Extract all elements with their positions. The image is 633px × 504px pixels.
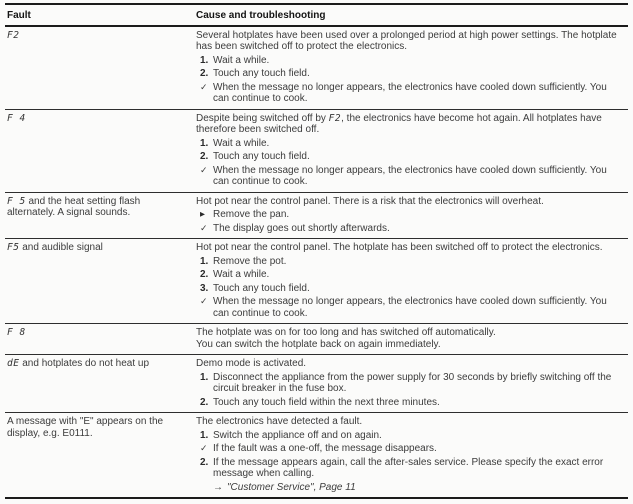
item-text — [196, 416, 624, 428]
item-text — [213, 397, 624, 409]
list-item — [196, 256, 624, 268]
cause-cell — [196, 326, 628, 350]
item-text — [213, 256, 624, 268]
text-run: "Customer Service", Page 11 — [227, 481, 356, 493]
item-text — [213, 138, 624, 150]
text-run: When the message no longer appears, the electronics have cooled down sufficiently. You can continue to cook. — [213, 296, 607, 319]
table-row — [5, 109, 628, 192]
list-item — [196, 55, 624, 67]
paragraph — [196, 416, 624, 428]
fault-cell — [5, 326, 196, 350]
item-text — [196, 242, 624, 254]
cause-cell — [196, 241, 628, 319]
item-text — [196, 30, 624, 53]
paragraph — [196, 30, 624, 53]
cause-cell — [196, 195, 628, 235]
fault-code: F 4 — [7, 112, 26, 124]
text-run: Remove the pot. — [213, 255, 287, 267]
text-run: Hot pot near the control panel. There is a risk that the electronics will overheat. — [196, 195, 544, 207]
numbered-step-marker: 2. — [200, 269, 209, 280]
item-text — [196, 113, 624, 136]
fault-troubleshooting-table — [5, 3, 628, 499]
text-run: The hotplate was on for too long and has switched off automatically. — [196, 327, 496, 338]
paragraph — [196, 339, 624, 351]
item-text — [213, 296, 624, 319]
list-item — [196, 223, 624, 235]
list-item — [196, 165, 624, 188]
fault-code: F2 — [328, 112, 342, 124]
text-run: and the heat setting flash alternately. A signal sounds. — [7, 195, 141, 218]
text-run: Despite being switched off by — [196, 112, 329, 124]
table-row — [5, 412, 628, 497]
table-row — [5, 238, 628, 323]
list-item — [196, 283, 624, 295]
list-item — [196, 296, 624, 319]
list-item — [196, 151, 624, 163]
fault-cell — [5, 357, 196, 408]
paragraph — [196, 113, 624, 136]
text-run: Wait a while. — [213, 137, 270, 149]
list-item — [196, 269, 624, 281]
list-item — [196, 68, 624, 80]
fault-cell — [5, 195, 196, 235]
item-text — [196, 196, 624, 208]
check-icon: ✓ — [200, 222, 208, 233]
check-icon: ✓ — [200, 443, 208, 453]
list-item — [196, 397, 624, 409]
fault-code: F 8 — [7, 327, 26, 338]
fault-cell — [5, 241, 196, 319]
cause-cell — [196, 29, 628, 105]
paragraph — [196, 242, 624, 254]
header-fault: Fault — [7, 10, 31, 21]
text-run: Hot pot near the control panel. The hotplate has been switched off to protect the electronics. — [196, 242, 603, 253]
text-run: and hotplates do not heat up — [19, 358, 150, 369]
text-run: The display goes out shortly afterwards. — [213, 222, 390, 234]
list-item — [196, 443, 624, 455]
numbered-step-marker: 1. — [200, 371, 209, 383]
table-row — [5, 27, 628, 109]
list-item — [196, 372, 624, 395]
numbered-step-marker: 1. — [200, 137, 209, 149]
text-run: Wait a while. — [213, 269, 270, 280]
text-run: When the message no longer appears, the electronics have cooled down sufficiently. You can continue to cook. — [213, 81, 607, 104]
table-row — [5, 354, 628, 412]
item-text — [213, 457, 624, 480]
fault-cell — [5, 415, 196, 493]
text-run: , the electronics have become hot again. All hotplates have therefore been switched off. — [196, 112, 602, 135]
item-text — [213, 55, 624, 67]
item-text — [196, 327, 624, 339]
cause-cell — [196, 357, 628, 408]
item-text — [213, 68, 624, 80]
cause-cell — [196, 415, 628, 493]
text-run: Demo mode is activated. — [196, 358, 307, 369]
list-item — [213, 482, 624, 494]
list-item — [196, 430, 624, 442]
text-run: The electronics have detected a fault. — [196, 416, 363, 427]
table-row — [5, 323, 628, 354]
text-run: Several hotplates have been used over a prolonged period at high power settings. The hotplate has been switched off to protect the electronics. — [196, 29, 617, 52]
text-run: and audible signal — [19, 242, 103, 253]
item-text — [196, 339, 624, 351]
item-text — [213, 151, 624, 163]
item-text — [213, 209, 624, 221]
item-text — [213, 443, 624, 455]
fault-cell — [5, 112, 196, 188]
cross-ref-arrow-icon: → — [213, 481, 223, 493]
text-run: Touch any touch field within the next three minutes. — [213, 396, 440, 408]
item-text — [213, 269, 624, 281]
paragraph — [196, 196, 624, 208]
check-icon: ✓ — [200, 164, 208, 175]
fault-code: dE — [7, 358, 20, 369]
paragraph — [196, 327, 624, 339]
item-text — [213, 223, 624, 235]
text-run: When the message no longer appears, the electronics have cooled down sufficiently. You can continue to cook. — [213, 164, 607, 187]
text-run: Touch any touch field. — [213, 68, 310, 79]
list-item — [196, 457, 624, 480]
text-run: Remove the pan. — [213, 209, 290, 220]
item-text — [213, 372, 624, 395]
text-run: Touch any touch field. — [213, 282, 310, 294]
check-icon: ✓ — [200, 81, 208, 92]
text-run: You can switch the hotplate back on again immediately. — [196, 338, 441, 350]
list-item — [196, 82, 624, 105]
text-run: Wait a while. — [213, 54, 270, 66]
fault-code: F2 — [7, 29, 20, 41]
table-header — [5, 5, 628, 27]
item-text — [213, 430, 624, 442]
action-triangle-icon: ▶ — [200, 211, 205, 218]
numbered-step-marker: 2. — [200, 456, 209, 468]
list-item — [196, 209, 624, 221]
list-item — [196, 138, 624, 150]
numbered-step-marker: 1. — [200, 429, 209, 441]
numbered-step-marker: 2. — [200, 68, 209, 79]
numbered-step-marker: 2. — [200, 396, 209, 408]
item-text — [213, 165, 624, 188]
table-body — [5, 27, 628, 498]
item-text — [196, 358, 624, 370]
fault-code: F 5 — [7, 195, 26, 207]
text-run: Touch any touch field. — [213, 151, 310, 162]
header-cause: Cause and troubleshooting — [196, 10, 326, 21]
item-text — [213, 82, 624, 105]
check-icon: ✓ — [200, 296, 208, 306]
item-text — [213, 283, 624, 295]
paragraph — [196, 358, 624, 370]
item-text — [227, 482, 624, 494]
numbered-step-marker: 2. — [200, 151, 209, 162]
text-run: If the fault was a one-off, the message disappears. — [213, 443, 437, 454]
text-run: Switch the appliance off and on again. — [213, 429, 382, 441]
text-run: Disconnect the appliance from the power supply for 30 seconds by briefly switching off the circuit breaker in the fuse box. — [213, 371, 612, 394]
cause-cell — [196, 112, 628, 188]
numbered-step-marker: 1. — [200, 54, 209, 66]
numbered-step-marker: 3. — [200, 282, 209, 294]
numbered-step-marker: 1. — [200, 255, 209, 267]
text-run: A message with "E" appears on the display, e.g. E0111. — [7, 416, 164, 439]
fault-code: F5 — [7, 242, 20, 253]
table-row — [5, 192, 628, 239]
fault-cell — [5, 29, 196, 105]
text-run: If the message appears again, call the after-sales service. Please specify the exact error message when calling. — [213, 456, 604, 479]
